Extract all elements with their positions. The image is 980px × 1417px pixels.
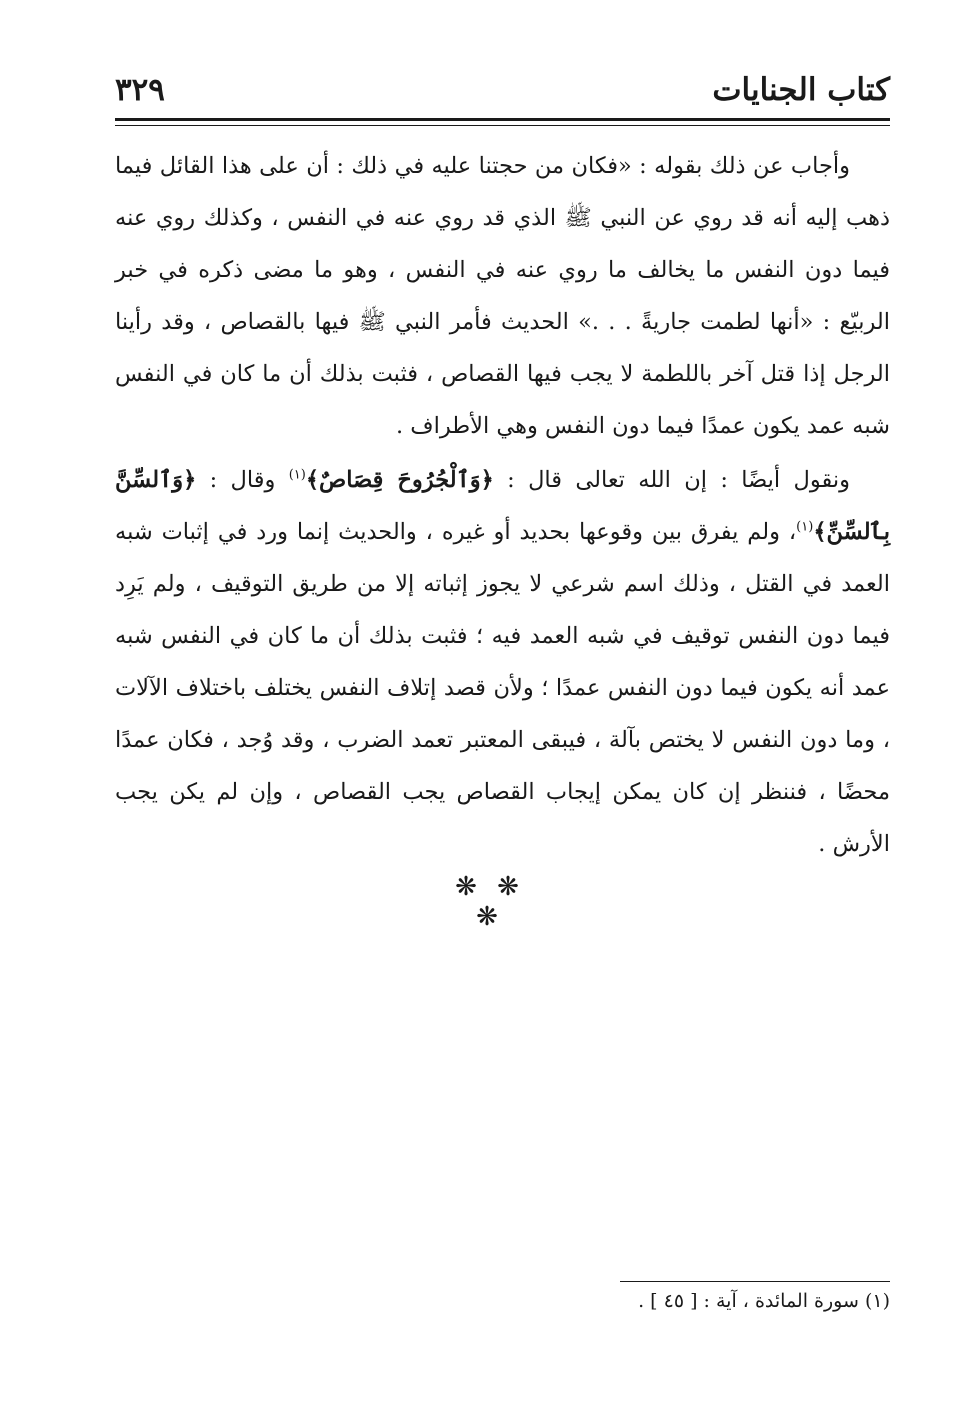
quran-quote-2: ﴿وَٱلسِّنَّ بِٱلسِّنِّ﴾ <box>115 467 890 545</box>
quran-quote-1: ﴿وَٱلْجُرُوحَ قِصَاصٌ﴾ <box>305 467 494 493</box>
footnote-1: (١) سورة المائدة ، آية : [ ٤٥ ] . <box>638 1290 890 1312</box>
page-header <box>115 68 890 120</box>
paragraph-2-rest: ، ولم يفرق بين وقوعها بحديد أو غيره ، والحديث إنما ورد في إثبات شبه العمد في القتل ، وذلك اسم شرعي لا يجوز إثباته إلا من طريق التوقيف ، ولم يَرِد فيما دون النفس توقيف في شبه العمد فيه ؛ فثبت بذلك أن ما كان في النفس شبه عمد أنه يكون فيما دون النفس عمدًا ؛ ولأن قصد إتلاف النفس يختلف باختلاف الآلات ، وما دون النفس لا يختص بآلة ، فيبقى المعتبر تعمد الضرب ، وقد وُجد ، فكان عمدًا محضًا ، فننظر إن كان يمكن إيجاب القصاص يجب القصاص ، وإن لم يكن يجب الأرش . <box>115 519 890 857</box>
book-title: كتاب الجنايات <box>712 72 890 108</box>
page-number: ٣٢٩ <box>115 72 165 108</box>
paragraph-1: وأجاب عن ذلك بقوله : «فكان من حجتنا عليه في ذلك : أن على هذا القائل فيما ذهب إليه أنه قد روي عن النبي ﷺ الذي قد روي عنه في النفس ، وكذلك روي عنه فيما دون النفس ما يخالف ما روي عنه في النفس ، وهو ما مضى ذكره في خبر الربيّع : «أنها لطمت جاريةً . . .» الحديث فأمر النبي ﷺ فيها بالقصاص ، وقد رأينا الرجل إذا قتل آخر باللطمة لا يجب فيها القصاص ، فثبت بذلك أن ما كان في النفس شبه عمد يكون عمدًا فيما دون النفس وهي الأطراف . <box>115 153 890 439</box>
paragraph-2-intro: ونقول أيضًا : إن الله تعالى قال : <box>493 467 850 493</box>
footnote-ref-2[interactable]: (١) <box>796 519 814 535</box>
header-rule-thick <box>115 118 890 121</box>
footnote-rule <box>620 1281 890 1282</box>
main-text <box>115 140 890 870</box>
paragraph-2 <box>115 454 890 870</box>
footnote-ref-1[interactable]: (١) <box>288 467 306 483</box>
section-separator-stars: ❋ ❋ ❋ <box>455 872 525 932</box>
paragraph-2-middle: وقال : <box>196 467 289 493</box>
header-rule-thin <box>115 125 890 126</box>
